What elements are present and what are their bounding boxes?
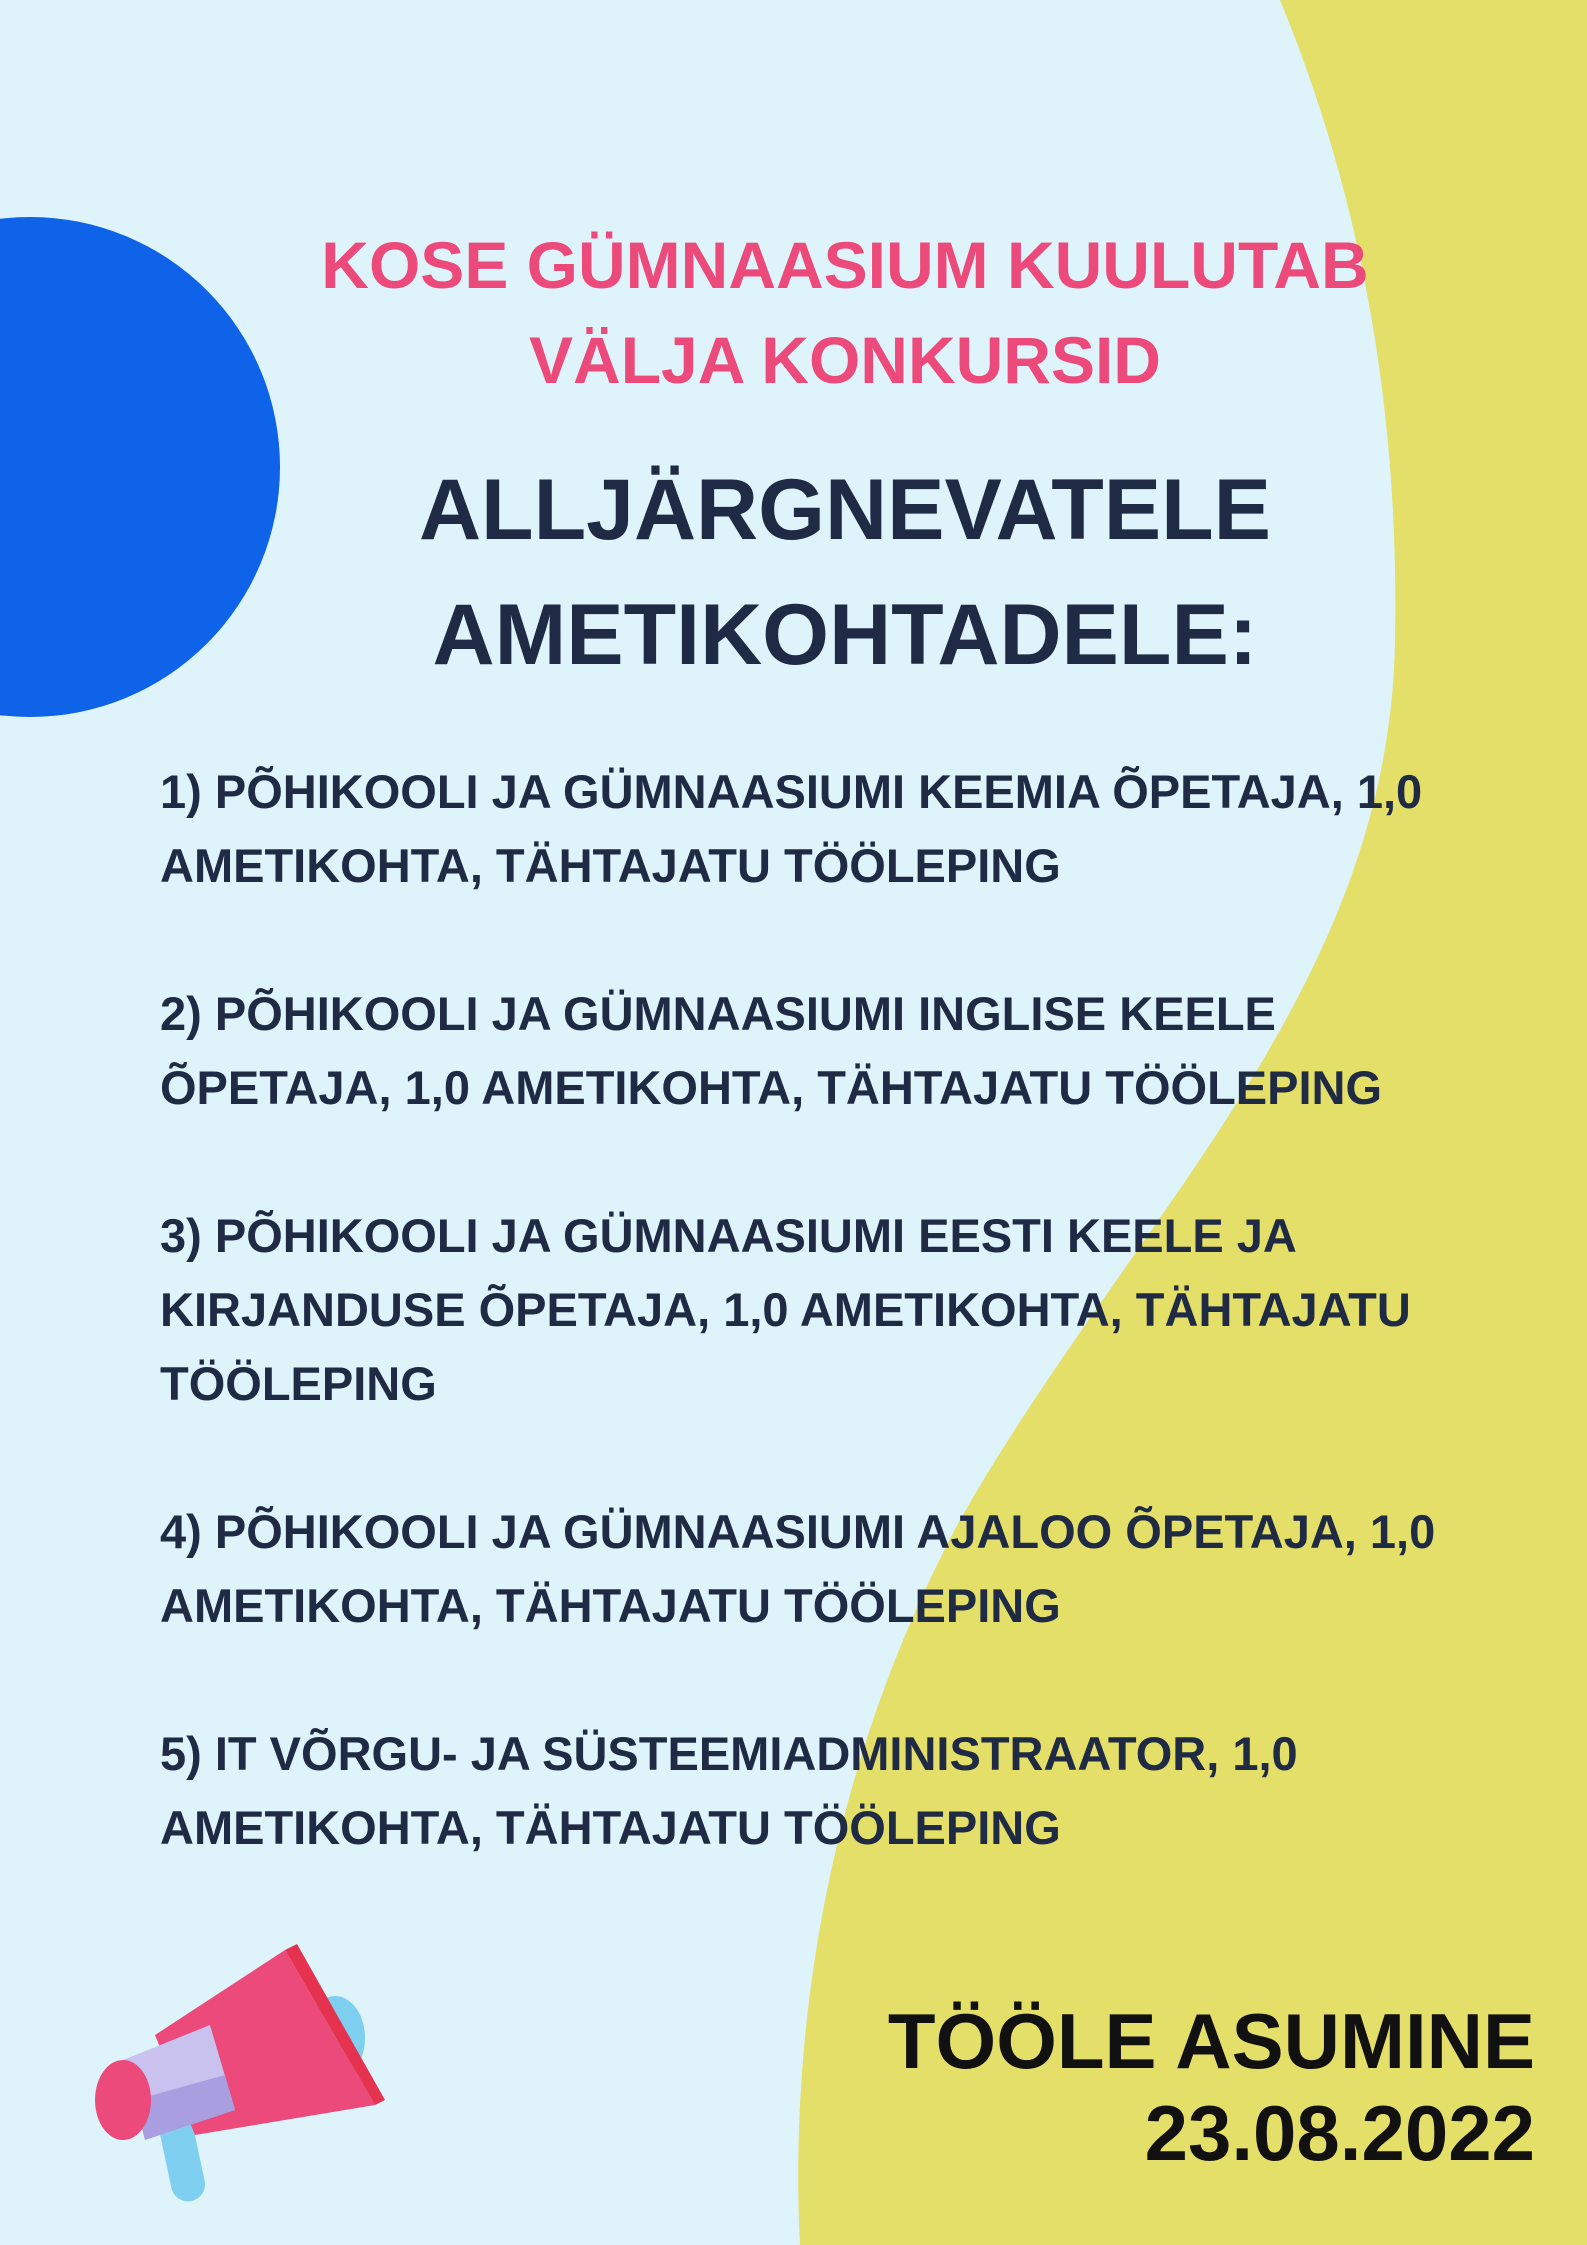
job-position-item: 1) PÕHIKOOLI JA GÜMNAASIUMI KEEMIA ÕPETAJA, 1,0 AMETIKOHTA, TÄHTAJATU TÖÖLEPING — [160, 765, 1423, 892]
job-position-item: 2) PÕHIKOOLI JA GÜMNAASIUMI INGLISE KEELE ÕPETAJA, 1,0 AMETIKOHTA, TÄHTAJATU TÖÖLEPING — [160, 987, 1383, 1114]
subtitle-line: ALLJÄRGNEVATELE — [418, 462, 1272, 558]
job-position-item: 5) IT VÕRGU- JA SÜSTEEMIADMINISTRAATOR, 1,0 AMETIKOHTA, TÄHTAJATU TÖÖLEPING — [160, 1727, 1298, 1854]
start-date: 23.08.2022 — [1144, 2089, 1535, 2177]
title-line: KOSE GÜMNAASIUM KUULUTAB — [321, 228, 1369, 302]
subtitle-line: AMETIKOHTADELE: — [432, 587, 1258, 683]
megaphone-icon — [85, 1930, 385, 2210]
start-date-block — [888, 1995, 1535, 2179]
start-label: TÖÖLE ASUMINE — [887, 1997, 1535, 2085]
megaphone-mouth — [95, 2060, 151, 2140]
poster-title — [210, 218, 1480, 408]
poster-subtitle — [210, 448, 1480, 698]
job-positions-list — [160, 755, 1520, 1939]
job-position-item: 3) PÕHIKOOLI JA GÜMNAASIUMI EESTI KEELE JA KIRJANDUSE ÕPETAJA, 1,0 AMETIKOHTA, TÄHTAJATU TÖÖLEPING — [160, 1209, 1411, 1410]
job-position-item: 4) PÕHIKOOLI JA GÜMNAASIUMI AJALOO ÕPETAJA, 1,0 AMETIKOHTA, TÄHTAJATU TÖÖLEPING — [160, 1505, 1436, 1632]
title-line: VÄLJA KONKURSID — [529, 323, 1161, 397]
